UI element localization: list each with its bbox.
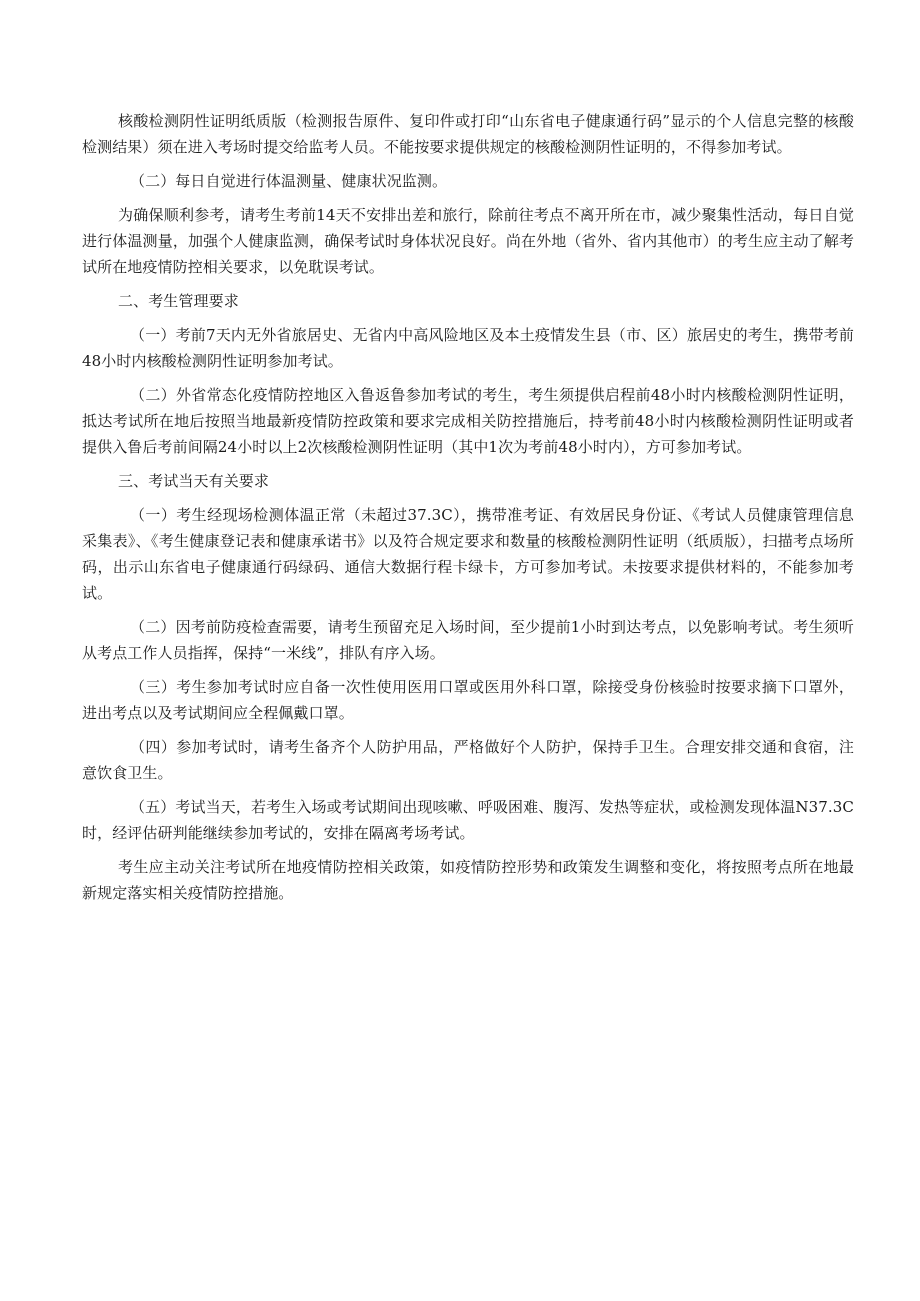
section-heading-candidate-management: 二、考生管理要求: [118, 292, 239, 310]
paragraph-exam-day-item-3: （三）考生参加考试时应自备一次性使用医用口罩或医用外科口罩，除接受身份核验时按要求摘下口罩外，进出考点以及考试期间应全程佩戴口罩。: [82, 678, 854, 722]
paragraph-exam-day-item-1: （一）考生经现场检测体温正常（未超过37.3C），携带准考证、有效居民身份证、《考试人员健康管理信息采集表》、《考生健康登记表和健康承诺书》以及符合规定要求和数量的核酸检测阴性证明（纸质版），扫描考点场所码，出示山东省电子健康通行码绿码、通信大数据行程卡绿卡，方可参加考试。未按要求提供材料的，不能参加考试。: [82, 506, 854, 602]
paragraph-travel-advice: 为确保顺利参考，请考生考前14天不安排出差和旅行，除前往考点不离开所在市，减少聚集性活动，每日自觉进行体温测量，加强个人健康监测，确保考试时身体状况良好。尚在外地（省外、省内其他市）的考生应主动了解考试所在地疫情防控相关要求，以免耽误考试。: [82, 206, 854, 276]
paragraph-nucleic-test-paper-proof: 核酸检测阴性证明纸质版（检测报告原件、复印件或打印“山东省电子健康通行码”显示的个人信息完整的核酸检测结果）须在进入考场时提交给监考人员。不能按要求提供规定的核酸检测阴性证明的，不得参加考试。: [82, 112, 854, 156]
paragraph-management-item-2: （二）外省常态化疫情防控地区入鲁返鲁参加考试的考生，考生须提供启程前48小时内核酸检测阴性证明，抵达考试所在地后按照当地最新疫情防控政策和要求完成相关防控措施后，持考前48小时内核酸检测阴性证明或者提供入鲁后考前间隔24小时以上2次核酸检测阴性证明（其中1次为考前48小时内），方可参加考试。: [82, 386, 854, 456]
paragraph-exam-day-item-5: （五）考试当天，若考生入场或考试期间出现咳嗽、呼吸困难、腹泻、发热等症状，或检测发现体温N37.3C时，经评估研判能继续参加考试的，安排在隔离考场考试。: [82, 798, 854, 842]
paragraph-exam-day-item-2: （二）因考前防疫检查需要，请考生预留充足入场时间，至少提前1小时到达考点，以免影响考试。考生须听从考点工作人员指挥，保持“一米线”，排队有序入场。: [82, 618, 854, 662]
paragraph-daily-temperature-heading: （二）每日自觉进行体温测量、健康状况监测。: [130, 172, 448, 190]
paragraph-management-item-1: （一）考前7天内无外省旅居史、无省内中高风险地区及本土疫情发生县（市、区）旅居史的考生，携带考前48小时内核酸检测阴性证明参加考试。: [82, 326, 854, 370]
paragraph-closing-note: 考生应主动关注考试所在地疫情防控相关政策，如疫情防控形势和政策发生调整和变化，将按照考点所在地最新规定落实相关疫情防控措施。: [82, 858, 854, 902]
paragraph-exam-day-item-4: （四）参加考试时，请考生备齐个人防护用品，严格做好个人防护，保持手卫生。合理安排交通和食宿，注意饮食卫生。: [82, 738, 854, 782]
document-page: [82, 108, 854, 914]
section-heading-exam-day: 三、考试当天有关要求: [118, 472, 270, 490]
